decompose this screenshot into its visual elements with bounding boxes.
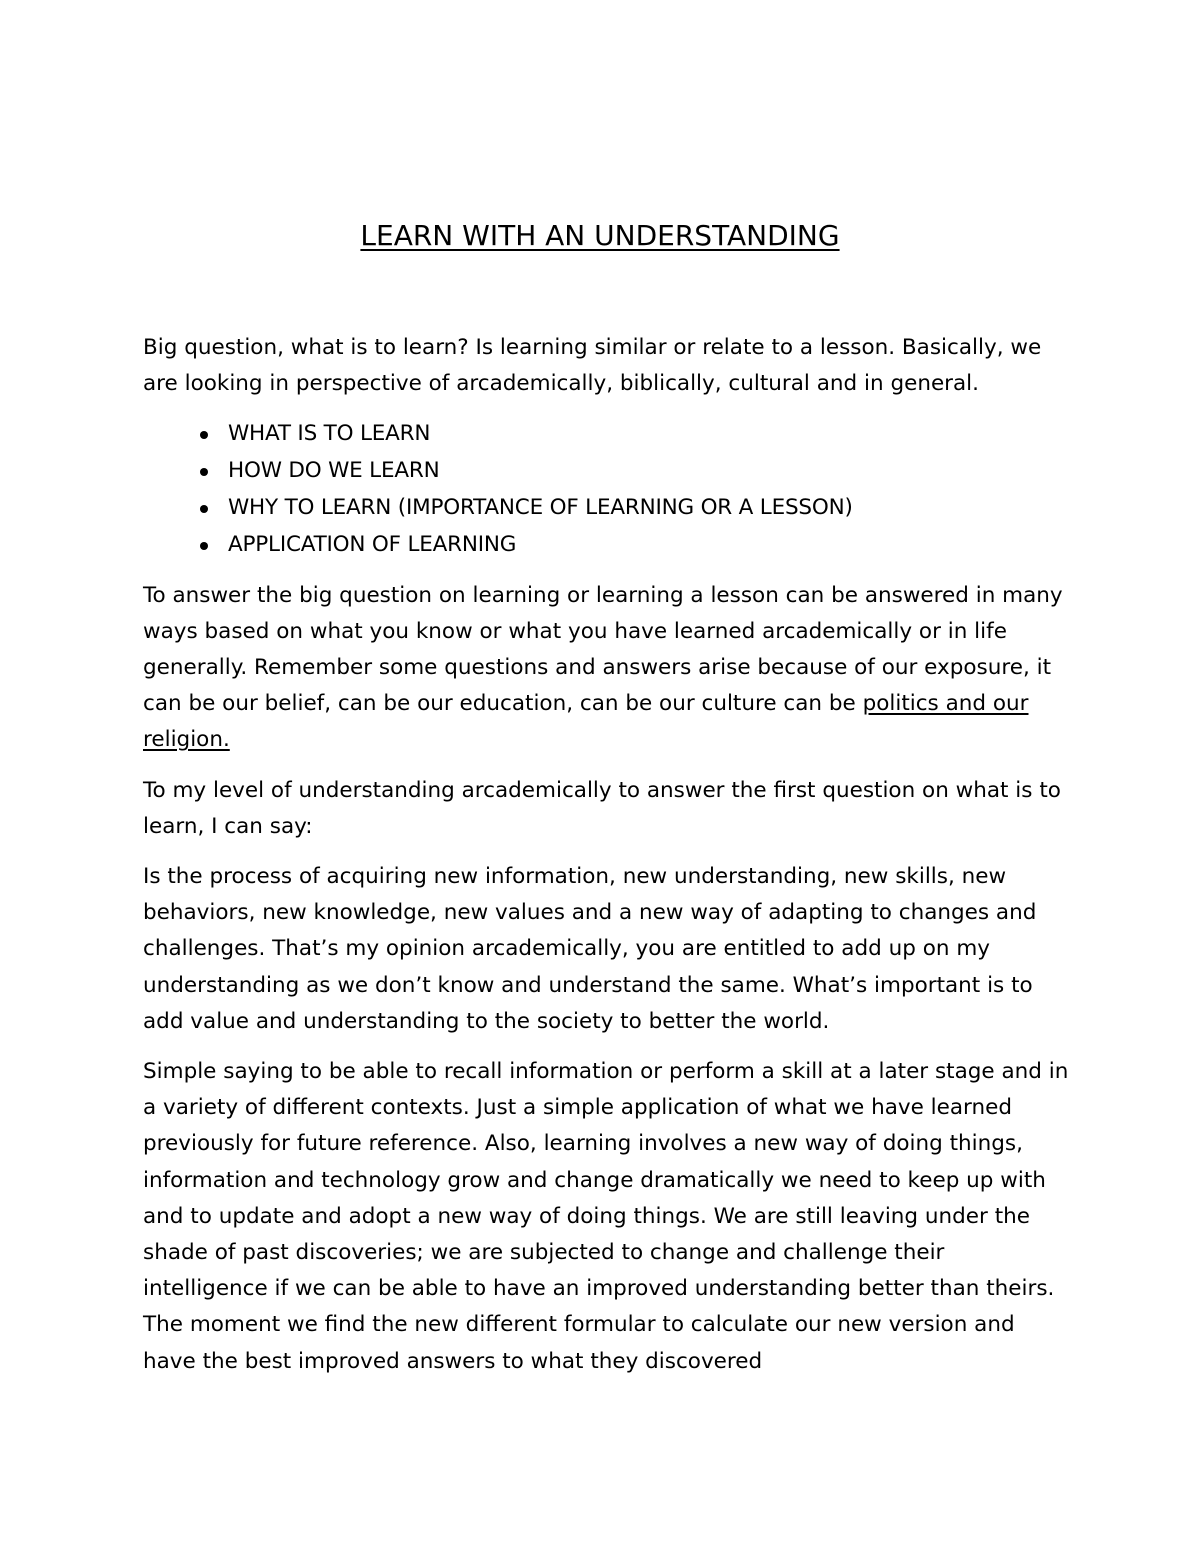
bullet-icon	[200, 468, 208, 476]
answer-paragraph	[143, 578, 1073, 759]
answer-paragraph-text: To answer the big question on learning or learning a lesson can be answered in many ways based on what you know or what you have learned arcademically or in life generally. Remember some questions and answers arise because of our exposure, it can be our belief, can be our education, can be our culture can be	[143, 582, 1063, 717]
underlined-phrase: politics and our religion.	[143, 691, 1029, 753]
list-item	[143, 527, 1073, 564]
intro-paragraph: Big question, what is to learn? Is learning similar or relate to a lesson. Basically, we are looking in perspective of arcademically, biblically, cultural and in general.	[143, 335, 1042, 397]
list-item-text: WHAT IS TO LEARN	[228, 421, 431, 447]
application-paragraph: Simple saying to be able to recall information or perform a skill at a later stage and in a variety of different contexts. Just a simple application of what we have learned previously for future reference. Also, learning involves a new way of doing things, information and technology grow and change dramatically we need to keep up with and to update and adopt a new way of doing things. We are still leaving under the shade of past discoveries; we are subjected to change and challenge their intelligence if we can be able to have an improved understanding better than theirs. The moment we find the new different formular to calculate our new version and have the best improved answers to what they discovered	[143, 1059, 1069, 1374]
list-item	[143, 416, 1073, 453]
bullet-icon	[200, 505, 208, 513]
understanding-paragraph: To my level of understanding arcademically to answer the first question on what is to learn, I can say:	[143, 777, 1061, 839]
document-body	[143, 330, 1073, 1394]
list-item-text: APPLICATION OF LEARNING	[228, 531, 517, 557]
document-title: LEARN WITH AN UNDERSTANDING	[360, 219, 840, 252]
bullet-list	[143, 416, 1073, 563]
bullet-icon	[200, 431, 208, 439]
list-item-text: HOW DO WE LEARN	[228, 458, 440, 484]
definition-paragraph: Is the process of acquiring new information, new understanding, new skills, new behaviors, new knowledge, new values and a new way of adapting to changes and challenges. That’s my opinion arcademically, you are entitled to add up on my understanding as we don’t know and understand the same. What’s important is to add value and understanding to the society to better the world.	[143, 864, 1037, 1034]
list-item-text: WHY TO LEARN (IMPORTANCE OF LEARNING OR A LESSON)	[228, 495, 853, 520]
list-item	[143, 453, 1073, 490]
bullet-icon	[200, 542, 208, 550]
list-item	[143, 490, 1073, 527]
